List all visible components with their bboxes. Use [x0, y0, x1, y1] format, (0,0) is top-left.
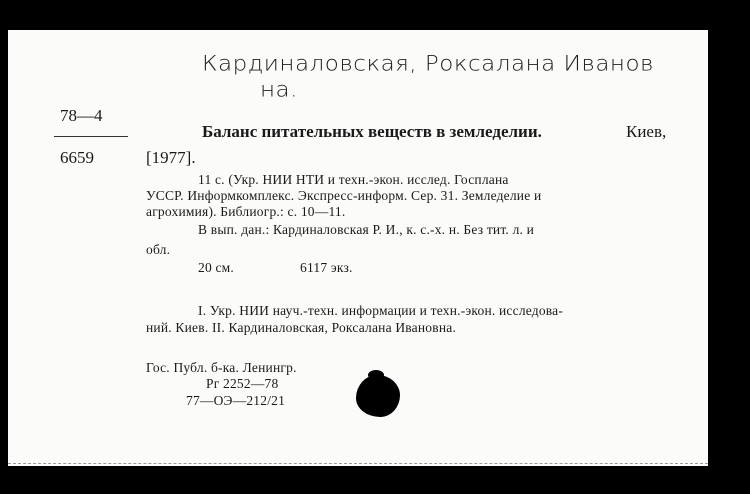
- format-copies: 6117 экз.: [300, 260, 353, 275]
- title-main: Баланс питательных веществ в земледелии.: [202, 122, 542, 141]
- handwritten-author-line-2: на.: [260, 78, 298, 102]
- divider-line: [54, 136, 128, 137]
- title-place: Киев,: [626, 122, 667, 141]
- description-line-2: УССР. Информкомплекс. Экспресс-информ. Сер. 31. Земледелие и: [146, 188, 542, 203]
- card-number: 6659: [60, 148, 94, 167]
- description-line-4: В вып. дан.: Кардиналовская Р. И., к. с.-х. н. Без тит. л. и: [198, 222, 535, 237]
- subject-line-1: I. Укр. НИИ науч.-техн. информации и техн.-экон. исследова-: [198, 303, 564, 318]
- subject-line-2: ний. Киев. II. Кардиналовская, Роксалана Ивановна.: [146, 320, 457, 335]
- library-name: Гос. Публ. б-ка. Ленингр.: [146, 360, 297, 375]
- title-line: [202, 122, 542, 142]
- description-line-1: 11 с. (Укр. НИИ НТИ и техн.-экон. исслед. Госплана: [198, 172, 509, 187]
- class-number: 78—4: [60, 106, 103, 125]
- code-1: Рг 2252—78: [206, 376, 279, 391]
- format-size: 20 см.: [198, 260, 234, 275]
- handwritten-author-line-1: Кардиналовская, Роксалана Иванов: [202, 52, 655, 76]
- description-line-3: агрохимия). Библиогр.: с. 10—11.: [146, 204, 346, 219]
- ink-blot: [356, 375, 400, 417]
- description-line-5: обл.: [146, 242, 171, 257]
- catalog-card: [8, 30, 708, 466]
- code-2: 77—ОЭ—212/21: [186, 393, 286, 408]
- title-year: [1977].: [146, 148, 196, 167]
